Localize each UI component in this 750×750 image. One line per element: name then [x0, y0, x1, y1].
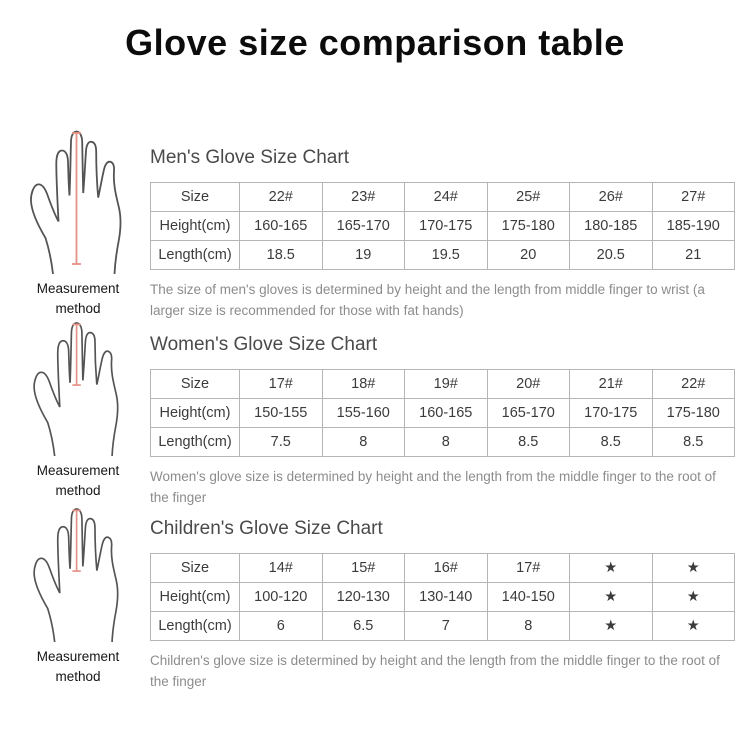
- table-cell: 170-175: [405, 212, 488, 241]
- table-cell: 8.5: [570, 428, 653, 457]
- table-cell: 8: [405, 428, 488, 457]
- table-cell: 155-160: [322, 399, 405, 428]
- hand-measurement-icon: [22, 316, 134, 456]
- table-cell: ★: [652, 554, 735, 583]
- table-cell: 20.5: [570, 241, 653, 270]
- row-header: Height(cm): [151, 399, 240, 428]
- table-cell: 8.5: [487, 428, 570, 457]
- table-row: [151, 612, 735, 641]
- table-row: [151, 554, 735, 583]
- table-cell: 21#: [570, 370, 653, 399]
- table-row: [151, 428, 735, 457]
- table-cell: 185-190: [652, 212, 735, 241]
- table-cell: 18#: [322, 370, 405, 399]
- table-cell: 8.5: [652, 428, 735, 457]
- table-row: [151, 583, 735, 612]
- table-cell: 160-165: [405, 399, 488, 428]
- row-header: Size: [151, 183, 240, 212]
- table-cell: 8: [322, 428, 405, 457]
- table-cell: 27#: [652, 183, 735, 212]
- table-row: [151, 241, 735, 270]
- table-row: [151, 212, 735, 241]
- row-header: Length(cm): [151, 241, 240, 270]
- table-cell: 150-155: [240, 399, 323, 428]
- row-header: Length(cm): [151, 428, 240, 457]
- table-cell: 130-140: [405, 583, 488, 612]
- hand-measurement-icon: [22, 502, 134, 642]
- section-heading-men: Men's Glove Size Chart: [150, 147, 349, 168]
- table-cell: 175-180: [652, 399, 735, 428]
- section-heading-children: Children's Glove Size Chart: [150, 518, 383, 539]
- table-cell: ★: [652, 583, 735, 612]
- table-cell: ★: [570, 583, 653, 612]
- table-cell: 14#: [240, 554, 323, 583]
- measurement-method-label: Measurement method: [36, 463, 120, 498]
- row-header: Length(cm): [151, 612, 240, 641]
- table-cell: 21: [652, 241, 735, 270]
- table-cell: 19#: [405, 370, 488, 399]
- measurement-method-label: Measurement method: [36, 649, 120, 684]
- table-cell: 7: [405, 612, 488, 641]
- table-cell: 24#: [405, 183, 488, 212]
- table-cell: 6: [240, 612, 323, 641]
- table-cell: 19: [322, 241, 405, 270]
- table-cell: 160-165: [240, 212, 323, 241]
- section-description-men: The size of men's gloves is determined by height and the length from middle finger to wrist (a larger size is recommended for those with fat hands): [150, 282, 705, 318]
- size-table-women: [150, 369, 735, 457]
- section-description-women: Women's glove size is determined by height and the length from the middle finger to the root of the finger: [150, 469, 716, 505]
- table-cell: 140-150: [487, 583, 570, 612]
- page-title: Glove size comparison table: [125, 22, 625, 63]
- table-cell: 180-185: [570, 212, 653, 241]
- table-cell: 170-175: [570, 399, 653, 428]
- measurement-figure-children: [10, 502, 146, 687]
- section-content-children: [150, 500, 735, 692]
- table-row: [151, 399, 735, 428]
- table-cell: 25#: [487, 183, 570, 212]
- row-header: Height(cm): [151, 583, 240, 612]
- table-cell: 16#: [405, 554, 488, 583]
- section-description-children: Children's glove size is determined by height and the length from the middle finger to the root of the finger: [150, 653, 720, 689]
- row-header: Height(cm): [151, 212, 240, 241]
- table-cell: 18.5: [240, 241, 323, 270]
- table-cell: 120-130: [322, 583, 405, 612]
- section-heading-women: Women's Glove Size Chart: [150, 334, 378, 355]
- table-cell: 175-180: [487, 212, 570, 241]
- table-row: [151, 183, 735, 212]
- table-cell: 19.5: [405, 241, 488, 270]
- table-cell: 17#: [240, 370, 323, 399]
- measurement-figure-men: [10, 124, 146, 319]
- table-cell: 7.5: [240, 428, 323, 457]
- row-header: Size: [151, 370, 240, 399]
- table-cell: ★: [570, 612, 653, 641]
- section-content-women: [150, 314, 735, 508]
- section-content-men: [150, 122, 735, 321]
- table-cell: 15#: [322, 554, 405, 583]
- table-cell: 6.5: [322, 612, 405, 641]
- table-cell: 20#: [487, 370, 570, 399]
- hand-measurement-icon: [22, 124, 134, 274]
- size-table-men: [150, 182, 735, 270]
- table-cell: 17#: [487, 554, 570, 583]
- table-cell: ★: [570, 554, 653, 583]
- row-header: Size: [151, 554, 240, 583]
- table-cell: 22#: [240, 183, 323, 212]
- table-row: [151, 370, 735, 399]
- table-cell: 20: [487, 241, 570, 270]
- table-cell: 100-120: [240, 583, 323, 612]
- table-cell: 165-170: [487, 399, 570, 428]
- table-cell: 8: [487, 612, 570, 641]
- measurement-figure-women: [10, 316, 146, 501]
- table-cell: 26#: [570, 183, 653, 212]
- table-cell: 23#: [322, 183, 405, 212]
- table-cell: 165-170: [322, 212, 405, 241]
- size-table-children: [150, 553, 735, 641]
- table-cell: ★: [652, 612, 735, 641]
- table-cell: 22#: [652, 370, 735, 399]
- measurement-method-label: Measurement method: [36, 281, 120, 316]
